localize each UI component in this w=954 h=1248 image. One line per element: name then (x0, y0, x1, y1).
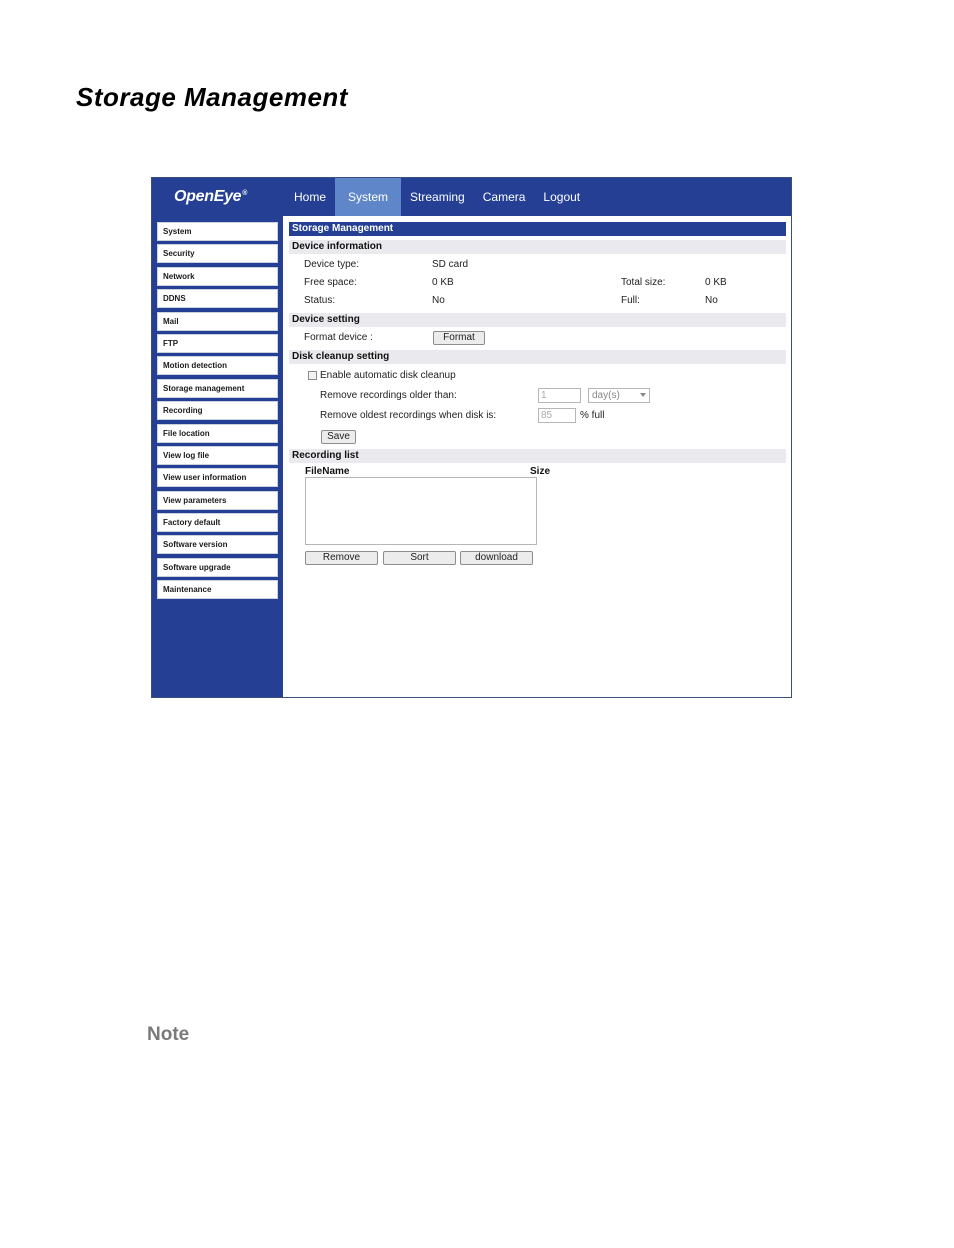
recording-list-heading: Recording list (289, 449, 786, 463)
older-than-input[interactable]: 1 (538, 388, 581, 403)
sidebar-item-view-parameters[interactable]: View parameters (157, 491, 278, 510)
recording-listbox[interactable] (305, 477, 537, 545)
sidebar-item-view-user-information[interactable]: View user information (157, 468, 278, 487)
older-than-unit-value: day(s) (592, 390, 620, 401)
sidebar-item-ftp[interactable]: FTP (157, 334, 278, 353)
full-label: Full: (621, 295, 640, 306)
device-information-heading: Device information (289, 240, 786, 254)
sort-button[interactable]: Sort (383, 551, 456, 565)
sidebar-item-mail[interactable]: Mail (157, 312, 278, 331)
remove-button[interactable]: Remove (305, 551, 378, 565)
download-button[interactable]: download (460, 551, 533, 565)
disk-full-unit: % full (580, 410, 605, 421)
older-than-label: Remove recordings older than: (320, 390, 457, 401)
panel-title: Storage Management (289, 222, 786, 236)
device-type-value: SD card (432, 259, 469, 270)
openeye-logo (174, 188, 247, 206)
sidebar-item-storage-management[interactable]: Storage management (157, 379, 278, 398)
logo-text: OpenEye (174, 188, 242, 205)
nav-logout[interactable]: Logout (543, 190, 581, 204)
total-size-value: 0 KB (705, 277, 727, 288)
enable-cleanup-label: Enable automatic disk cleanup (320, 370, 456, 381)
free-space-label: Free space: (304, 277, 357, 288)
sidebar-item-network[interactable]: Network (157, 267, 278, 286)
document-title: Storage Management (76, 82, 348, 112)
sidebar-item-file-location[interactable]: File location (157, 424, 278, 443)
status-label: Status: (304, 295, 336, 306)
chevron-down-icon (640, 393, 646, 397)
note-label: Note (147, 1024, 190, 1045)
web-ui-screenshot (151, 177, 792, 698)
sidebar-item-motion-detection[interactable]: Motion detection (157, 356, 278, 375)
free-space-value: 0 KB (432, 277, 454, 288)
format-device-label: Format device : (304, 332, 373, 343)
sidebar-item-security[interactable]: Security (157, 244, 278, 263)
total-size-label: Total size: (621, 277, 666, 288)
sidebar-item-ddns[interactable]: DDNS (157, 289, 278, 308)
logo-registered-mark: ® (242, 189, 248, 197)
full-value: No (705, 295, 718, 306)
sidebar-item-software-upgrade[interactable]: Software upgrade (157, 558, 278, 577)
sidebar-item-view-log-file[interactable]: View log file (157, 446, 278, 465)
save-button[interactable]: Save (321, 430, 356, 444)
sidebar-menu (157, 222, 278, 603)
disk-full-input[interactable]: 85 (538, 408, 576, 423)
nav-home[interactable]: Home (294, 190, 327, 204)
device-setting-heading: Device setting (289, 313, 786, 327)
size-column-header: Size (530, 466, 551, 477)
nav-camera[interactable]: Camera (482, 190, 526, 204)
nav-system[interactable]: System (335, 178, 401, 216)
older-than-unit-select[interactable] (588, 388, 650, 403)
nav-streaming[interactable]: Streaming (410, 190, 465, 204)
sidebar-item-software-version[interactable]: Software version (157, 535, 278, 554)
device-type-label: Device type: (304, 259, 360, 270)
main-nav (285, 178, 589, 216)
enable-cleanup-checkbox[interactable] (308, 371, 317, 380)
content-area (284, 216, 791, 697)
sidebar (152, 216, 283, 698)
sidebar-item-factory-default[interactable]: Factory default (157, 513, 278, 532)
disk-cleanup-heading: Disk cleanup setting (289, 350, 786, 364)
sidebar-item-system[interactable]: System (157, 222, 278, 241)
status-value: No (432, 295, 445, 306)
sidebar-item-recording[interactable]: Recording (157, 401, 278, 420)
filename-column-header: FileName (305, 466, 350, 477)
sidebar-item-maintenance[interactable]: Maintenance (157, 580, 278, 599)
top-navigation-bar (152, 178, 791, 216)
disk-full-label: Remove oldest recordings when disk is: (320, 410, 497, 421)
format-button[interactable]: Format (433, 331, 485, 345)
